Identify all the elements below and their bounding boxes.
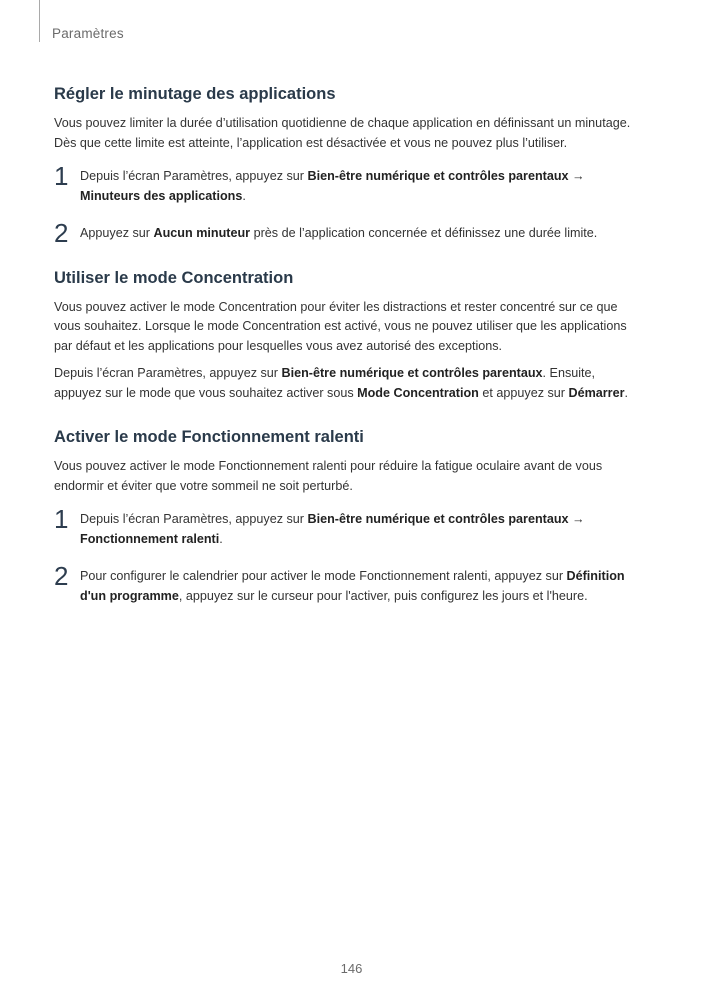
option-start: Démarrer bbox=[568, 385, 625, 400]
header-rule bbox=[39, 0, 40, 42]
step-number: 2 bbox=[54, 218, 69, 248]
option-focus-mode: Mode Concentration bbox=[357, 385, 479, 400]
section-heading: Activer le mode Fonctionnement ralenti bbox=[54, 428, 364, 446]
section-heading: Utiliser le mode Concentration bbox=[54, 268, 294, 287]
page-number: 146 bbox=[340, 961, 363, 976]
menu-path-app-timers: Minuteurs des applications bbox=[80, 188, 243, 203]
step-number: 1 bbox=[54, 504, 69, 534]
section-focus-mode bbox=[54, 268, 644, 404]
section-intro: Vous pouvez limiter la durée d’utilisation quotidienne de chaque application en définissant un minutage. Dès que cette limite est atteinte, l’application est désactivée et vous ne pouvez plus l’utiliser. bbox=[54, 116, 631, 150]
step-number: 1 bbox=[54, 161, 69, 191]
step-1: 1 Depuis l’écran Paramètres, appuyez sur Bien-être numérique et contrôles parentaux → Minuteurs des applications. bbox=[54, 161, 585, 203]
option-no-timer: Aucun minuteur bbox=[153, 226, 251, 240]
section-intro: Vous pouvez activer le mode Fonctionnement ralenti pour réduire la fatigue oculaire avant de vous endormir et éviter que votre sommeil ne soit perturbé. bbox=[54, 459, 603, 493]
option-set-schedule: Définition d'un programme bbox=[80, 569, 625, 603]
menu-path-digital-wellbeing: Bien-être numérique et contrôles parentaux bbox=[307, 169, 569, 183]
step-1: 1 Depuis l’écran Paramètres, appuyez sur Bien-être numérique et contrôles parentaux → Fonctionnement ralenti. bbox=[54, 504, 585, 546]
section-heading: Régler le minutage des applications bbox=[54, 85, 336, 103]
page-content bbox=[54, 84, 644, 624]
step-2: 2 Pour configurer le calendrier pour activer le mode Fonctionnement ralenti, appuyez sur Définition d'un programme, appuyez sur le curseur pour l'activer, puis configurez les jours et l'heure. bbox=[54, 561, 625, 603]
section-paragraph: Depuis l’écran Paramètres, appuyez sur Bien-être numérique et contrôles parentaux. Ensuite, appuyez sur le mode que vous souhaitez activer sous Mode Concentration et appuyez sur Démarrer. bbox=[54, 366, 628, 400]
menu-path-digital-wellbeing: Bien-être numérique et contrôles parentaux bbox=[281, 366, 543, 380]
section-bedtime-mode bbox=[54, 427, 644, 606]
section-paragraph: Vous pouvez activer le mode Concentration pour éviter les distractions et rester concentré sur ce que vous souhaitez. Lorsque le mode Concentration est activé, vous ne pouvez utiliser que les applications par défaut et les applications pour lesquelles vous avez autorisé des exceptions. bbox=[54, 299, 627, 353]
step-2: 2 Appuyez sur Aucun minuteur près de l’application concernée et définissez une durée limite. bbox=[54, 218, 598, 248]
menu-path-bedtime-mode: Fonctionnement ralenti bbox=[80, 531, 220, 546]
page-header-title: Paramètres bbox=[52, 26, 124, 41]
step-number: 2 bbox=[54, 561, 69, 591]
section-app-timers bbox=[54, 84, 644, 248]
menu-path-digital-wellbeing: Bien-être numérique et contrôles parentaux bbox=[307, 512, 569, 526]
